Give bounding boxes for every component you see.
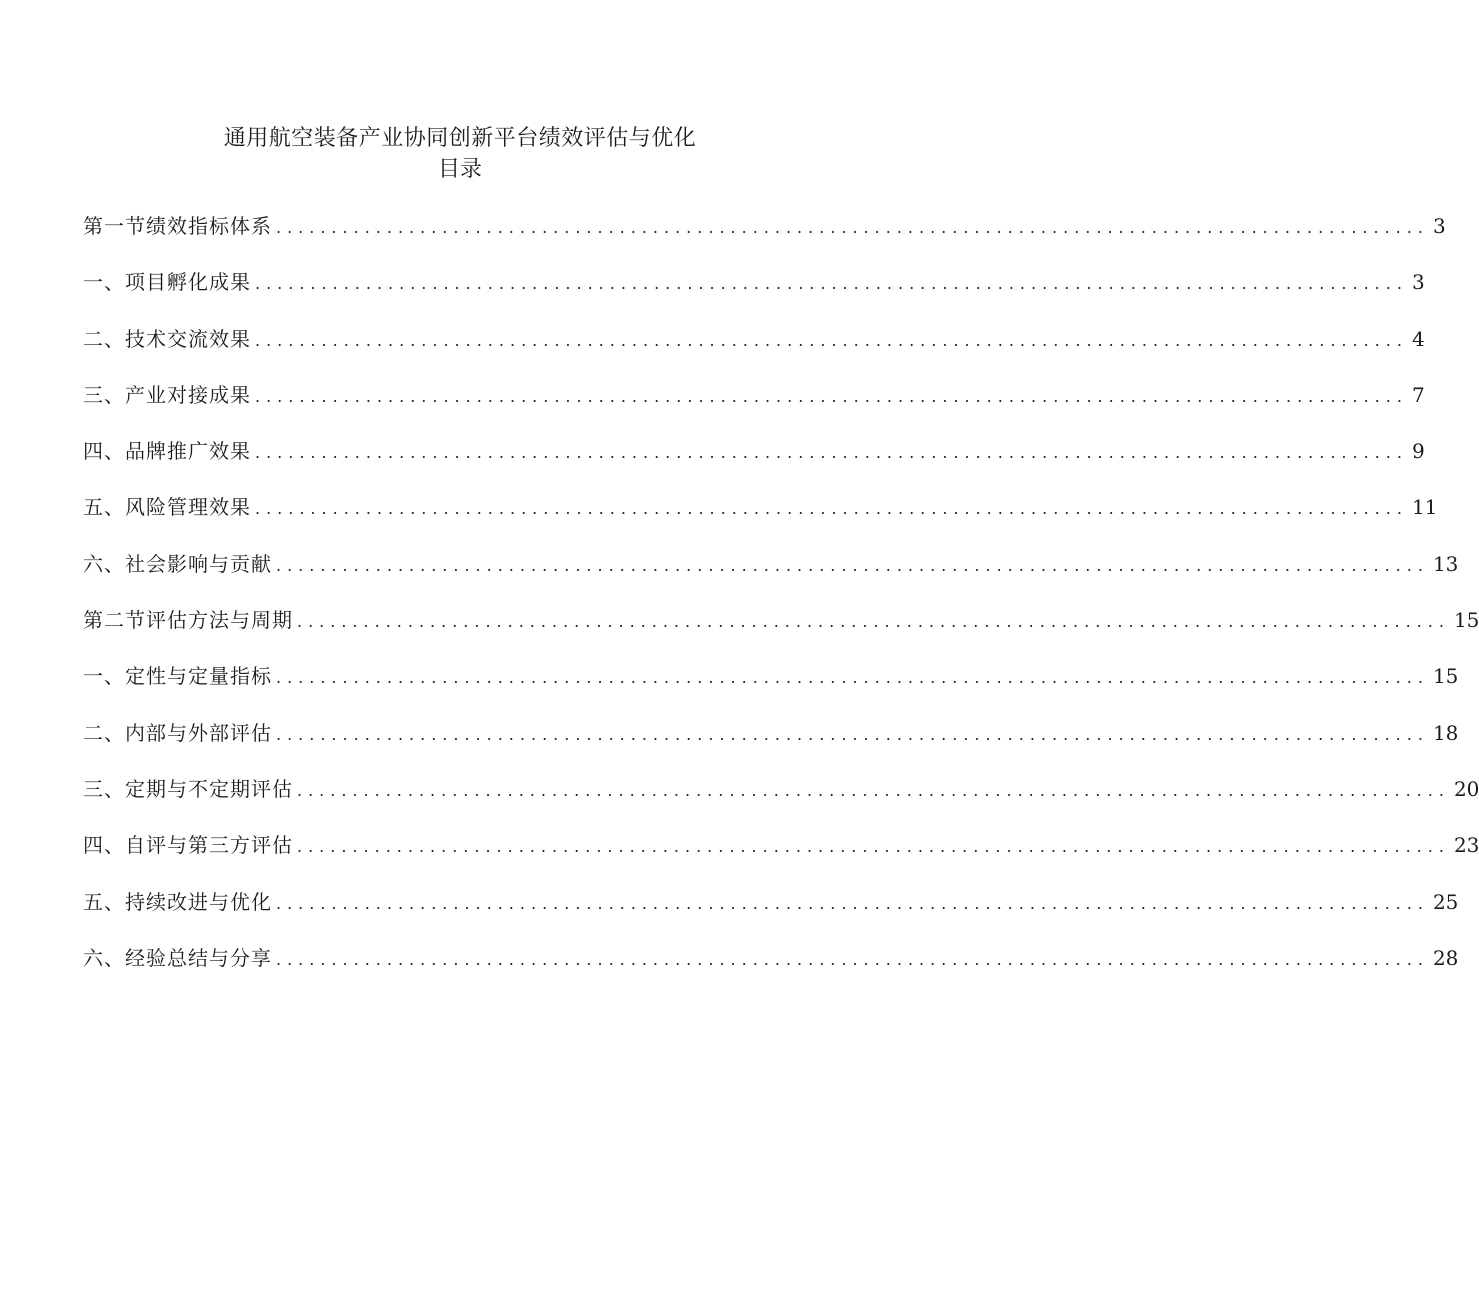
toc-entry-title: 五、风险管理效果	[83, 495, 251, 520]
toc-dot-leader: ........................................................................................................	[255, 443, 1408, 463]
toc-entry[interactable]	[83, 321, 1425, 377]
toc-dot-leader: ........................................................................................................	[276, 949, 1429, 969]
toc-entry[interactable]	[83, 546, 1459, 602]
toc-entry[interactable]	[83, 377, 1425, 433]
toc-entry-page: 18	[1432, 720, 1459, 745]
toc-entry-title: 五、持续改进与优化	[83, 889, 272, 914]
toc-dot-leader: ........................................................................................................	[297, 612, 1450, 632]
toc-entry-page: 25	[1432, 889, 1459, 914]
toc-entry-page: 20	[1453, 776, 1479, 801]
toc-entry-title: 四、自评与第三方评估	[83, 833, 293, 858]
toc-entry[interactable]	[83, 264, 1425, 320]
toc-entry-title: 一、项目孵化成果	[83, 270, 251, 295]
toc-entry-page: 9	[1411, 439, 1425, 464]
toc-dot-leader: ........................................................................................................	[255, 499, 1408, 519]
toc-entry[interactable]	[83, 602, 1479, 658]
toc-entry-page: 28	[1432, 945, 1459, 970]
toc-entry-title: 第一节绩效指标体系	[83, 214, 272, 238]
toc-entry[interactable]	[83, 489, 1438, 545]
toc-dot-leader: ........................................................................................................	[255, 386, 1408, 406]
toc-entry-title: 二、技术交流效果	[83, 326, 251, 351]
toc-entry-title: 四、品牌推广效果	[83, 439, 251, 464]
toc-entry[interactable]	[83, 433, 1425, 489]
toc-entry-page: 7	[1411, 382, 1425, 407]
toc-entry-title: 第二节评估方法与周期	[83, 608, 293, 633]
toc-entry[interactable]	[83, 771, 1479, 827]
toc-entry[interactable]	[83, 658, 1459, 714]
toc-entry-title: 三、定期与不定期评估	[83, 776, 293, 801]
toc-entry-page: 11	[1411, 495, 1438, 520]
toc-entry-page: 23	[1453, 833, 1479, 858]
toc-heading: 目录	[437, 157, 482, 182]
table-of-contents	[83, 208, 1479, 996]
toc-entry-page: 15	[1453, 608, 1479, 633]
toc-entry-page: 13	[1432, 551, 1459, 576]
toc-entry[interactable]	[83, 715, 1459, 771]
toc-entry[interactable]	[83, 940, 1459, 996]
toc-entry[interactable]	[83, 884, 1459, 940]
toc-entry-page: 4	[1411, 326, 1425, 351]
toc-dot-leader: ........................................................................................................	[297, 837, 1450, 857]
toc-entry[interactable]	[83, 827, 1479, 883]
toc-entry-title: 三、产业对接成果	[83, 382, 251, 407]
toc-entry-title: 二、内部与外部评估	[83, 720, 272, 745]
document-title: 通用航空装备产业协同创新平台绩效评估与优化	[223, 126, 697, 151]
toc-dot-leader: ........................................................................................................	[276, 555, 1429, 575]
toc-entry-title: 一、定性与定量指标	[83, 664, 272, 689]
toc-dot-leader: ........................................................................................................	[276, 893, 1429, 913]
toc-entry[interactable]	[83, 208, 1446, 264]
toc-entry-title: 六、社会影响与贡献	[83, 551, 272, 576]
toc-dot-leader: ........................................................................................................	[276, 218, 1429, 237]
toc-dot-leader: ........................................................................................................	[276, 724, 1429, 744]
toc-dot-leader: ........................................................................................................	[276, 668, 1429, 688]
toc-entry-page: 15	[1432, 664, 1459, 689]
toc-dot-leader: ........................................................................................................	[255, 330, 1408, 350]
toc-entry-title: 六、经验总结与分享	[83, 945, 272, 970]
toc-dot-leader: ........................................................................................................	[297, 780, 1450, 800]
toc-dot-leader: ........................................................................................................	[255, 274, 1408, 294]
toc-entry-page: 3	[1411, 270, 1425, 295]
toc-entry-page: 3	[1432, 214, 1446, 238]
